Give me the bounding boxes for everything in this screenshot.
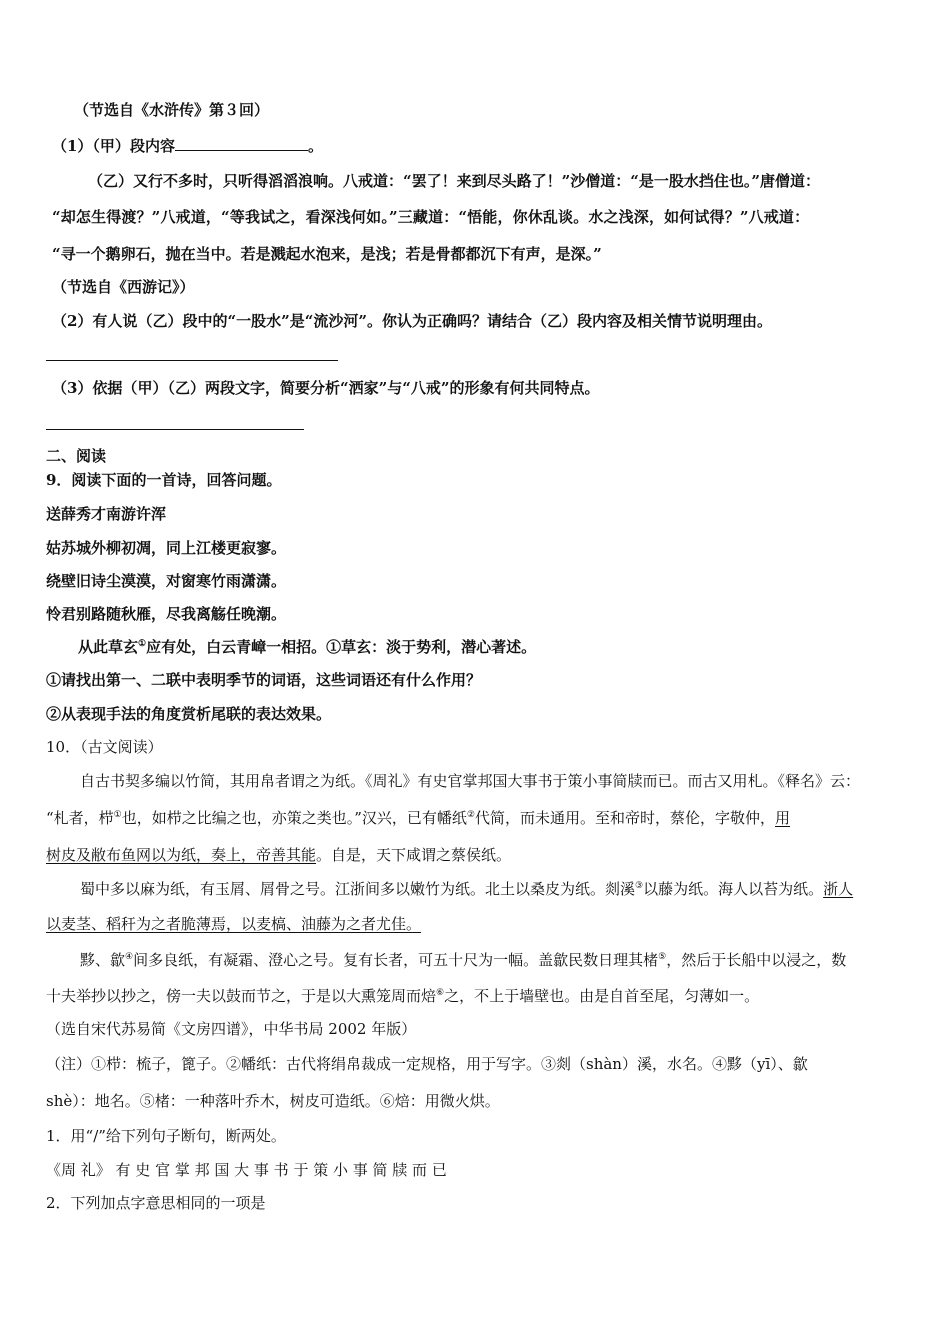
passage-p1-line-1: 自古书契多编以竹简，其用帛者谓之为纸。《周礼》有史官掌邦国大事书于策小事简牍而已。而古又用札。《释名》云： <box>80 772 861 790</box>
underlined-text: 以麦茎、稻秆为之者脆薄焉，以麦槁、油藤为之者尤佳。 <box>46 915 422 933</box>
passage-p2-line-1 <box>80 879 853 899</box>
footnote-mark: ④ <box>125 952 134 962</box>
p2-l1-b: 以藤为纸。海人以苔为纸。 <box>643 880 824 898</box>
underlined-text: 浙人 <box>823 880 854 898</box>
question-10-title: 10．（古文阅读） <box>46 738 163 756</box>
p2-l1-a: 蜀中多以麻为纸，有玉屑、屑骨之号。江浙间多以嫩竹为纸。北土以桑皮为纸。剡溪 <box>80 880 636 898</box>
question-3: （3）依据（甲）（乙）两段文字，简要分析“洒家”与“八戒”的形象有何共同特点。 <box>52 379 600 397</box>
passage-yi-line-3: “寻一个鹅卵石，抛在当中。若是溅起水泡来，是浅；若是骨都都沉下有声，是深。” <box>52 245 602 263</box>
p1-l2-c: 代简，而未通用。至和帝时，蔡伦，字敬仲， <box>475 809 776 827</box>
question-9-1: ①请找出第一、二联中表明季节的词语，这些词语还有什么作用？ <box>46 671 482 689</box>
notes-line-2: shè）：地名。⑤楮：一种落叶乔木，树皮可造纸。⑥焙：用微火烘。 <box>46 1092 500 1110</box>
answer-line-3[interactable] <box>46 429 304 430</box>
p1-l3-b: 。自是，天下咸谓之蔡侯纸。 <box>316 846 512 864</box>
question-1-prefix: （1）（甲）段内容 <box>52 137 175 155</box>
poem-title: 送薛秀才南游许浑 <box>46 505 167 523</box>
question-2: （2）有人说（乙）段中的“一股水”是“流沙河”。你认为正确吗？请结合（乙）段内容及相关情节说明理由。 <box>52 312 772 330</box>
poem-line-4-b: 应有处，白云青嶂一相招。①草玄：淡于势利，潜心著述。 <box>146 638 537 656</box>
section-heading: 二、阅读 <box>46 447 107 465</box>
footnote-mark: ③ <box>635 881 644 891</box>
footnote-mark: ② <box>466 810 475 820</box>
passage-p1-line-2 <box>46 808 790 828</box>
answer-line-2[interactable] <box>46 360 338 361</box>
passage-p1-line-3 <box>46 845 511 865</box>
footnote-mark: ① <box>113 810 122 820</box>
poem-line-4-a: 从此草玄 <box>78 638 139 656</box>
question-9-title: 9．阅读下面的一首诗，回答问题。 <box>46 471 282 489</box>
passage-p3-line-2 <box>46 986 759 1006</box>
underlined-text: 树皮及敝布鱼网以为纸，奏上，帝善其能 <box>46 846 317 864</box>
sentence-to-punctuate: 《周 礼》 有 史 官 掌 邦 国 大 事 书 于 策 小 事 简 牍 而 已 <box>46 1161 447 1179</box>
question-1 <box>52 136 323 156</box>
p3-l2-b: 之，不上于墙壁也。由是自首至尾，匀薄如一。 <box>444 987 760 1005</box>
passage-source: （选自宋代苏易简《文房四谱》，中华书局 2002 年版） <box>46 1020 417 1038</box>
poem-line-4 <box>78 637 536 657</box>
underlined-text: 用 <box>775 809 791 827</box>
p3-l2-a: 十夫举抄以抄之，傍一夫以鼓而节之，于是以大熏笼周而焙 <box>46 987 437 1005</box>
notes-line-1: （注）①栉：梳子，篦子。②幡纸：古代将绢帛裁成一定规格，用于写字。③剡（shàn）溪，水名。④黟（yī）、歙 <box>46 1055 808 1073</box>
footnote-mark: ⑥ <box>436 988 445 998</box>
passage-p3-line-1 <box>80 950 846 970</box>
question-1-suffix: 。 <box>307 137 323 155</box>
passage-yi-line-2: “却怎生得渡？”八戒道，“等我试之，看深浅何如。”三藏道：“悟能，你休乱谈。水之浅深，如何试得？”八戒道： <box>52 208 810 226</box>
question-9-2: ②从表现手法的角度赏析尾联的表达效果。 <box>46 705 332 723</box>
footnote-mark: ⑤ <box>658 952 667 962</box>
p3-l1-b: 间多良纸，有凝霜、澄心之号。复有长者，可五十尺为一幅。盖歙民数日理其楮 <box>133 951 659 969</box>
sub-question-1: 1．用“/”给下列句子断句，断两处。 <box>46 1127 286 1145</box>
p3-l1-c: ，然后于长船中以浸之，数 <box>666 951 847 969</box>
poem-line-2: 绕壁旧诗尘漠漠，对窗寒竹雨潇潇。 <box>46 572 287 590</box>
sub-question-2: 2．下列加点字意思相同的一项是 <box>46 1194 266 1212</box>
source-xiyou: （节选自《西游记》） <box>52 278 195 296</box>
source-shuihu: （节选自《水浒传》第３回） <box>74 101 270 119</box>
footnote-mark: ① <box>138 639 147 649</box>
answer-blank-1[interactable] <box>175 136 308 151</box>
poem-line-3: 怜君别路随秋雁，尽我离觞任晚潮。 <box>46 605 287 623</box>
passage-yi-line-1: （乙）又行不多时，只听得滔滔浪响。八戒道：“罢了！来到尽头路了！”沙僧道：“是一股水挡住也。”唐僧道： <box>88 172 821 190</box>
p3-l1-a: 黟、歙 <box>80 951 126 969</box>
poem-line-1: 姑苏城外柳初凋，同上江楼更寂寥。 <box>46 539 287 557</box>
p1-l2-b: 也，如栉之比编之也，亦策之类也。”汉兴，已有幡纸 <box>121 809 467 827</box>
passage-p2-line-2 <box>46 914 421 934</box>
p1-l2-a: “札者，栉 <box>46 809 114 827</box>
